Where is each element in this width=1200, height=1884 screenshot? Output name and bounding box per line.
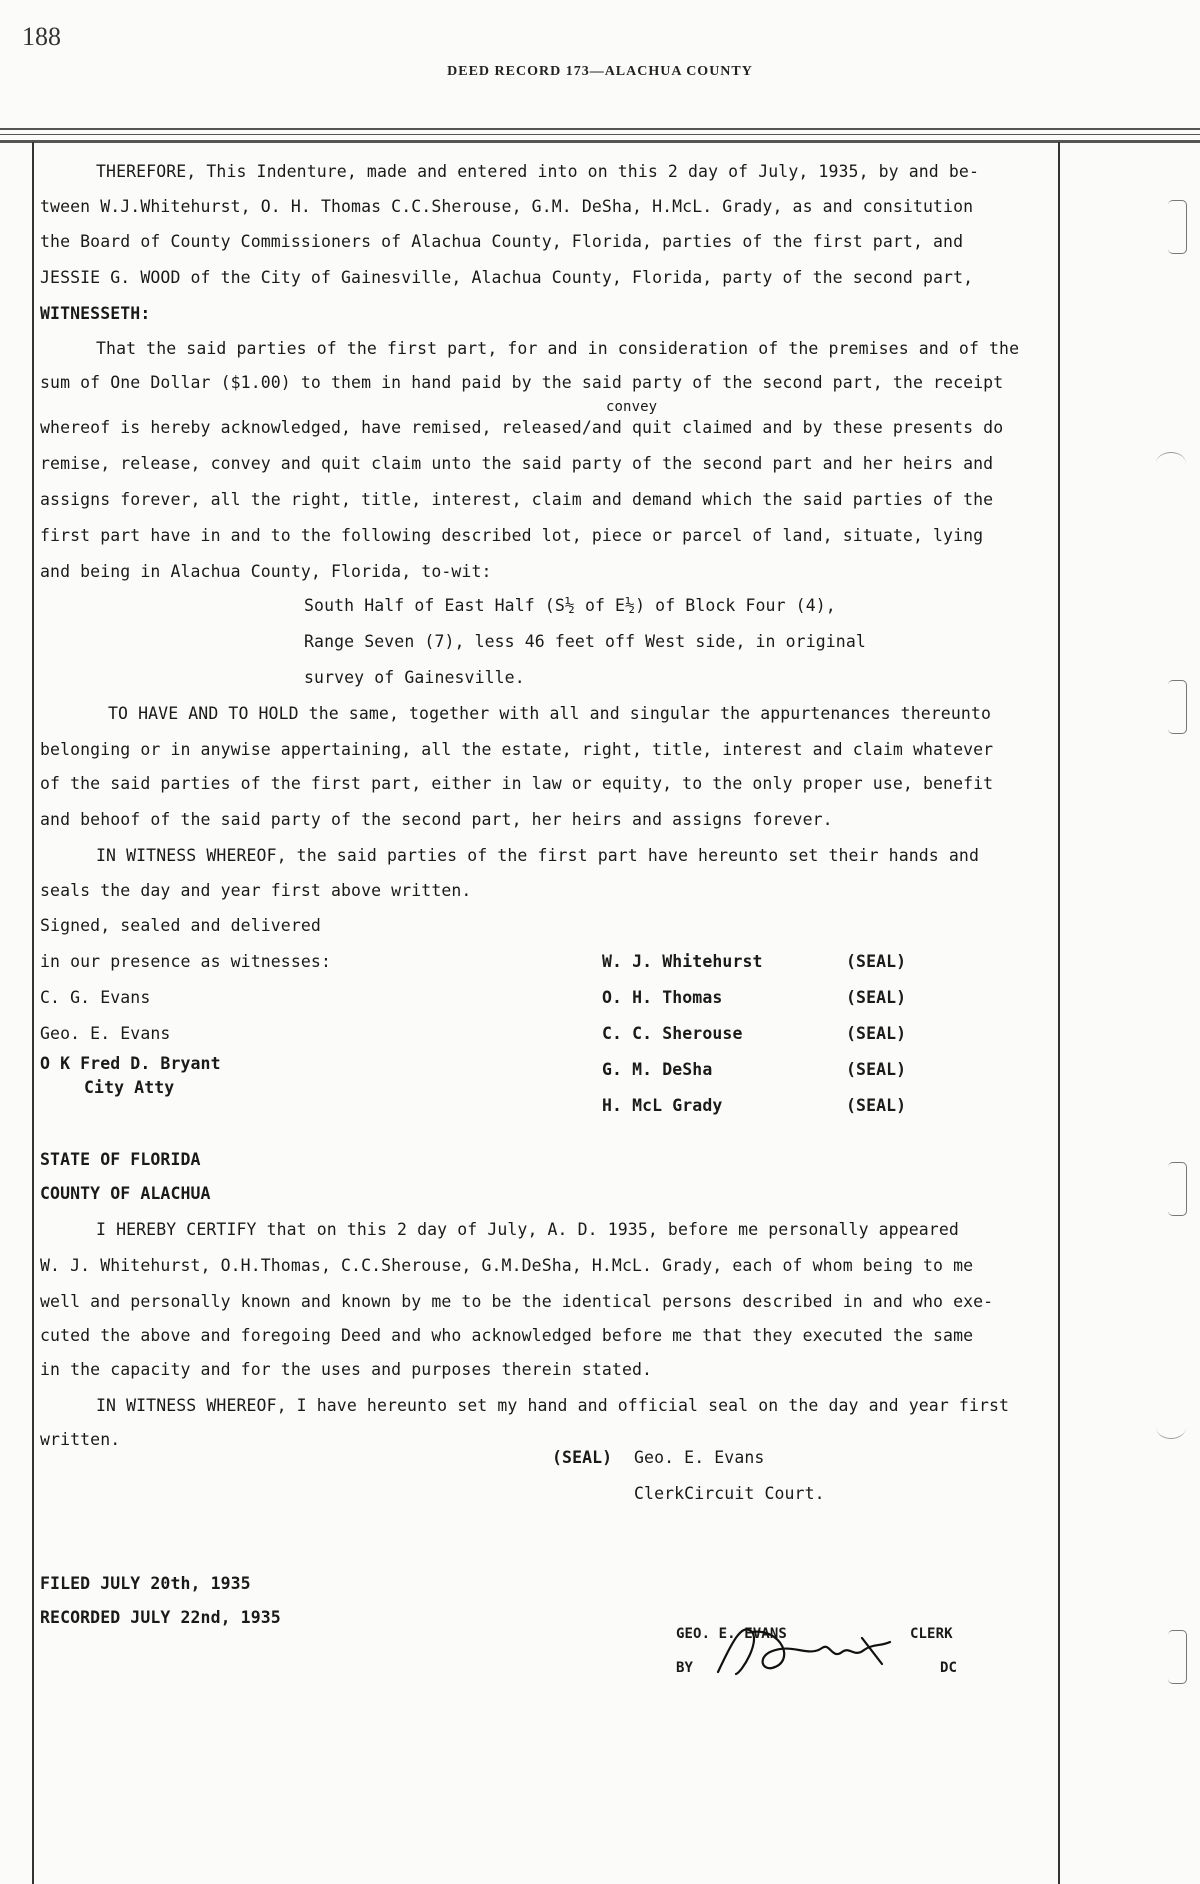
county-heading: COUNTY OF ALACHUA [40,1184,211,1203]
signatory-name: G. M. DeSha [602,1060,713,1079]
header-rule-mid [0,134,1200,135]
state-heading: STATE OF FLORIDA [40,1150,201,1169]
body-line: tween W.J.Whitehurst, O. H. Thomas C.C.Sherouse, G.M. DeSha, H.McL. Grady, as and consitution [40,197,974,216]
habendum-line: TO HAVE AND TO HOLD the same, together with all and singular the appurtenances thereunto [108,704,991,723]
body-line: assigns forever, all the right, title, interest, claim and demand which the said parties of the [40,490,994,509]
margin-tab-mark [1168,1162,1187,1216]
header-rule-top [0,128,1200,130]
legal-description-line: survey of Gainesville. [304,668,525,687]
legal-description-line: Range Seven (7), less 46 feet off West side, in original [304,632,866,651]
acknowledgment-line: written. [40,1430,121,1449]
seal-label: (SEAL) [846,1096,907,1115]
attorney-approval: O K Fred D. Bryant [40,1054,221,1073]
legal-description-line: South Half of East Half (S½ of E½) of Block Four (4), [304,596,836,615]
signatory-name: C. C. Sherouse [602,1024,743,1043]
filing-clerk-label: CLERK [910,1626,953,1642]
body-line: whereof is hereby acknowledged, have remised, released/and quit claimed and by these presents do [40,418,1004,437]
filing-clerk-name: GEO. E. EVANS [676,1626,787,1642]
signatory-name: O. H. Thomas [602,988,723,1007]
seal-label: (SEAL) [846,988,907,1007]
witness-name: C. G. Evans [40,988,151,1007]
body-line: JESSIE G. WOOD of the City of Gainesville, Alachua County, Florida, party of the second part, [40,268,974,287]
acknowledgment-line: IN WITNESS WHEREOF, I have hereunto set my hand and official seal on the day and year first [96,1396,1010,1415]
signed-sealed-line: Signed, sealed and delivered [40,916,321,935]
filing-by-label: BY [676,1660,694,1676]
body-line: and being in Alachua County, Florida, to-wit: [40,562,492,581]
presence-line: in our presence as witnesses: [40,952,331,971]
margin-tab-mark [1168,1630,1187,1684]
body-line: That the said parties of the first part, for and in consideration of the premises and of the [96,339,1020,358]
page-number: 188 [22,22,61,51]
body-line: first part have in and to the following described lot, piece or parcel of land, situate, lying [40,526,984,545]
margin-arc-mark [1156,452,1186,475]
interlineation: convey [606,399,658,415]
body-line: sum of One Dollar ($1.00) to them in hand paid by the said party of the second part, the receipt [40,373,1004,392]
seal-label: (SEAL) [846,1060,907,1079]
testimonium-line: seals the day and year first above written. [40,881,472,900]
filed-date: FILED JULY 20th, 1935 [40,1574,251,1593]
body-line: THEREFORE, This Indenture, made and entered into on this 2 day of July, 1935, by and be- [96,162,979,181]
clerk-name: Geo. E. Evans [634,1448,765,1467]
acknowledgment-line: I HEREBY CERTIFY that on this 2 day of July, A. D. 1935, before me personally appeared [96,1220,959,1239]
body-line: remise, release, convey and quit claim unto the said party of the second part and her heirs and [40,454,994,473]
margin-tab-mark [1168,200,1187,254]
margin-arc-mark [1156,1416,1186,1439]
filing-dc-label: DC [940,1660,958,1676]
habendum-line: belonging or in anywise appertaining, all the estate, right, title, interest and claim whatever [40,740,994,759]
margin-tab-mark [1168,680,1187,734]
testimonium-line: IN WITNESS WHEREOF, the said parties of the first part have hereunto set their hands and [96,846,979,865]
acknowledgment-line: cuted the above and foregoing Deed and who acknowledged before me that they executed the same [40,1326,974,1345]
acknowledgment-line: well and personally known and known by me to be the identical persons described in and who exe- [40,1292,994,1311]
habendum-line: and behoof of the said party of the second part, her heirs and assigns forever. [40,810,833,829]
acknowledgment-line: in the capacity and for the uses and purposes therein stated. [40,1360,653,1379]
attorney-title: City Atty [84,1078,175,1097]
page-title: DEED RECORD 173—ALACHUA COUNTY [447,64,753,79]
signatory-name: H. McL Grady [602,1096,723,1115]
signatory-name: W. J. Whitehurst [602,952,763,971]
witness-name: Geo. E. Evans [40,1024,171,1043]
habendum-line: of the said parties of the first part, either in law or equity, to the only proper use, benefit [40,774,994,793]
seal-label: (SEAL) [846,952,907,971]
clerk-seal-label: (SEAL) [552,1448,613,1467]
recorded-date: RECORDED JULY 22nd, 1935 [40,1608,281,1627]
body-line: the Board of County Commissioners of Alachua County, Florida, parties of the first part, and [40,232,964,251]
deputy-signature [712,1602,912,1692]
acknowledgment-line: W. J. Whitehurst, O.H.Thomas, C.C.Sherouse, G.M.DeSha, H.McL. Grady, each of whom being to me [40,1256,974,1275]
body-line: WITNESSETH: [40,304,151,323]
seal-label: (SEAL) [846,1024,907,1043]
clerk-title: ClerkCircuit Court. [634,1484,825,1503]
